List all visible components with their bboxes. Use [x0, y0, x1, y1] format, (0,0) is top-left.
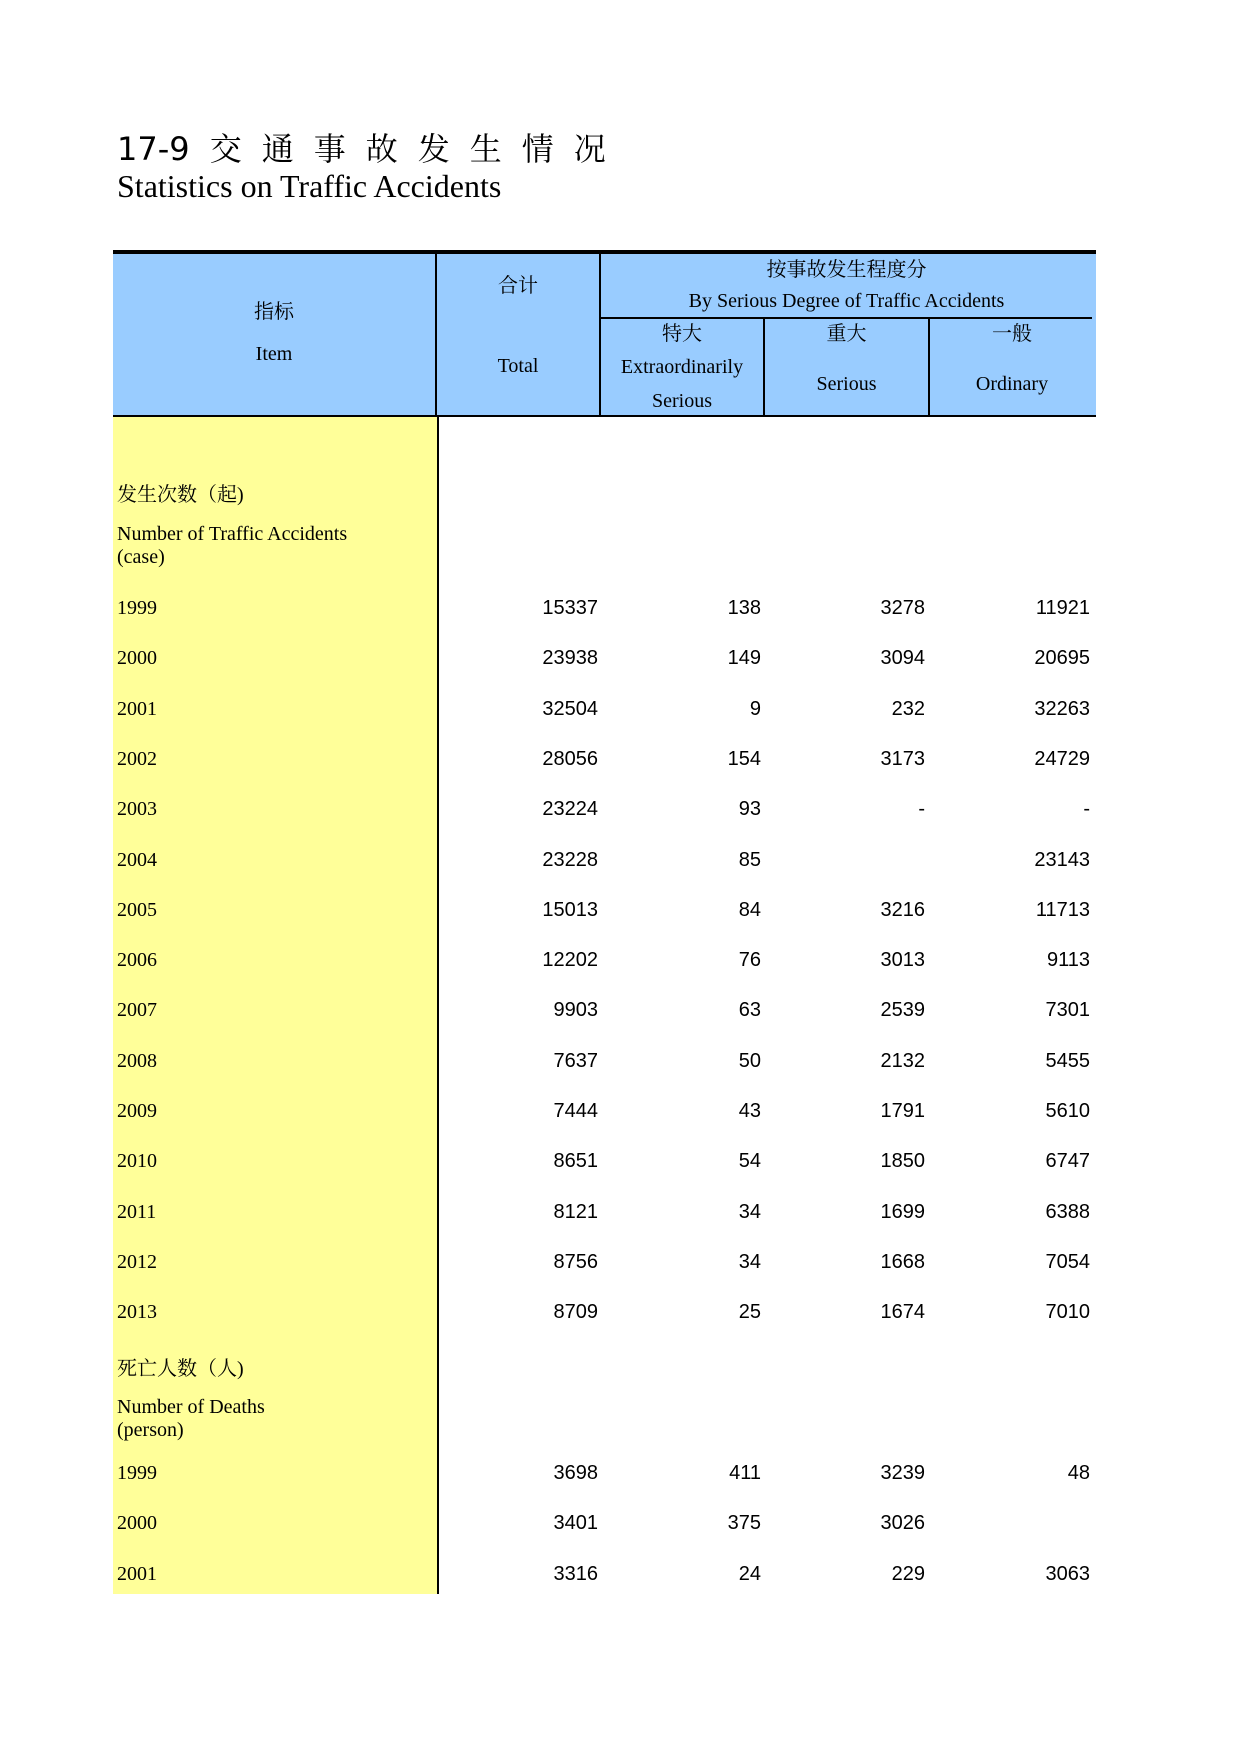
- cell-extra: 149: [727, 647, 761, 669]
- row-year: 2008: [117, 1050, 157, 1072]
- cell-serious: 1668: [880, 1251, 925, 1273]
- header-ordinary-en: Ordinary: [975, 373, 1049, 395]
- cell-total: 8709: [553, 1301, 598, 1323]
- section-heading: [113, 478, 1096, 528]
- row-year: 2000: [117, 1512, 157, 1534]
- cell-extra: 54: [738, 1150, 761, 1172]
- cell-total: 8756: [553, 1251, 598, 1273]
- row-year: 2013: [117, 1301, 157, 1323]
- cell-ordinary: -: [1083, 798, 1090, 820]
- cell-extra: 154: [727, 748, 761, 770]
- cell-serious: 3026: [880, 1512, 925, 1534]
- cell-serious: 3173: [880, 748, 925, 770]
- cell-serious: 1674: [880, 1301, 925, 1323]
- cell-total: 15013: [542, 899, 598, 921]
- table-header: [113, 250, 1096, 417]
- table-row: [113, 1512, 1096, 1562]
- row-year: 1999: [117, 597, 157, 619]
- cell-ordinary: 7301: [1045, 999, 1090, 1021]
- section-heading: [113, 1396, 1096, 1456]
- cell-ordinary: 3063: [1045, 1563, 1090, 1585]
- row-year: 2004: [117, 849, 157, 871]
- header-extra-en-1: Extraordinarily: [620, 356, 744, 378]
- cell-serious: -: [918, 798, 925, 820]
- cell-ordinary: 24729: [1034, 748, 1090, 770]
- cell-extra: 50: [738, 1050, 761, 1072]
- cell-ordinary: 9113: [1046, 949, 1090, 971]
- section-title-cn: 发生次数（起): [117, 484, 244, 506]
- cell-serious: 2132: [880, 1050, 925, 1072]
- cell-total: 12202: [542, 949, 598, 971]
- cell-serious: 3094: [880, 647, 925, 669]
- table-row: [113, 1251, 1096, 1301]
- row-year: 2002: [117, 748, 157, 770]
- cell-ordinary: 5610: [1045, 1100, 1090, 1122]
- header-extra-en-2: Serious: [652, 390, 712, 412]
- cell-extra: 24: [738, 1563, 761, 1585]
- section-title-en: Number of Deaths (person): [117, 1396, 265, 1441]
- row-year: 2010: [117, 1150, 157, 1172]
- cell-serious: 3216: [880, 899, 925, 921]
- cell-ordinary: 7010: [1045, 1301, 1090, 1323]
- table-row: [113, 1150, 1096, 1200]
- cell-extra: 411: [729, 1462, 761, 1484]
- cell-extra: 138: [727, 597, 761, 619]
- header-item-cn: 指标: [254, 301, 294, 323]
- cell-extra: 76: [738, 949, 761, 971]
- header-divider: [601, 317, 1092, 319]
- cell-ordinary: 20695: [1034, 647, 1090, 669]
- table-row: [113, 999, 1096, 1049]
- cell-extra: 85: [738, 849, 761, 871]
- cell-total: 7444: [553, 1100, 598, 1122]
- table-row: [113, 1462, 1096, 1512]
- cell-total: 7637: [553, 1050, 598, 1072]
- cell-ordinary: 11921: [1035, 597, 1090, 619]
- row-year: 2005: [117, 899, 157, 921]
- cell-extra: 375: [727, 1512, 761, 1534]
- section-title-cn: 死亡人数（人): [117, 1358, 244, 1380]
- table-row: [113, 1100, 1096, 1150]
- header-serious-cn: 重大: [826, 323, 867, 345]
- cell-total: 8651: [553, 1150, 598, 1172]
- header-group-en: By Serious Degree of Traffic Accidents: [688, 290, 1005, 312]
- cell-total: 3698: [553, 1462, 598, 1484]
- section-heading: [113, 1352, 1096, 1402]
- row-year: 2012: [117, 1251, 157, 1273]
- cell-ordinary: 32263: [1034, 698, 1090, 720]
- cell-ordinary: 11713: [1035, 899, 1090, 921]
- table-row: [113, 647, 1096, 697]
- cell-total: 23228: [542, 849, 598, 871]
- cell-ordinary: 5455: [1045, 1050, 1090, 1072]
- cell-total: 9903: [553, 999, 598, 1021]
- table-number: 17-9: [117, 130, 190, 168]
- cell-extra: 63: [738, 999, 761, 1021]
- cell-extra: 43: [738, 1100, 761, 1122]
- cell-serious: 1850: [880, 1150, 925, 1172]
- page-title-cn: [117, 124, 626, 170]
- row-year: 2000: [117, 647, 157, 669]
- table-row: [113, 1563, 1096, 1613]
- table-title-cn: 交通事故发生情况: [209, 130, 626, 168]
- cell-serious: 3013: [880, 949, 925, 971]
- row-year: 2003: [117, 798, 157, 820]
- table-row: [113, 849, 1096, 899]
- section-heading: [113, 523, 1096, 583]
- row-year: 2006: [117, 949, 157, 971]
- table-row: [113, 899, 1096, 949]
- cell-total: 15337: [542, 597, 598, 619]
- cell-total: 23224: [542, 798, 598, 820]
- cell-serious: 229: [891, 1563, 925, 1585]
- cell-total: 3401: [553, 1512, 598, 1534]
- cell-ordinary: 23143: [1034, 849, 1090, 871]
- table-row: [113, 748, 1096, 798]
- cell-total: 3316: [553, 1563, 598, 1585]
- cell-ordinary: 6747: [1045, 1150, 1090, 1172]
- cell-total: 23938: [542, 647, 598, 669]
- cell-serious: 1699: [880, 1201, 925, 1223]
- cell-extra: 25: [738, 1301, 761, 1323]
- cell-ordinary: 7054: [1045, 1251, 1090, 1273]
- header-item-en: Item: [255, 343, 293, 365]
- cell-total: 8121: [553, 1201, 598, 1223]
- row-year: 2009: [117, 1100, 157, 1122]
- cell-total: 32504: [542, 698, 598, 720]
- cell-extra: 34: [738, 1201, 761, 1223]
- cell-serious: 3239: [880, 1462, 925, 1484]
- header-total-en: Total: [497, 355, 539, 377]
- table-row: [113, 1050, 1096, 1100]
- table-row: [113, 949, 1096, 999]
- cell-ordinary: 6388: [1045, 1201, 1090, 1223]
- header-serious-en: Serious: [816, 373, 877, 395]
- row-year: 1999: [117, 1462, 157, 1484]
- cell-extra: 93: [738, 798, 761, 820]
- header-total-cn: 合计: [498, 275, 538, 297]
- cell-serious: 2539: [880, 999, 925, 1021]
- cell-extra: 9: [749, 698, 761, 720]
- cell-serious: 3278: [880, 597, 925, 619]
- table-row: [113, 1301, 1096, 1351]
- table-row: [113, 1201, 1096, 1251]
- cell-total: 28056: [542, 748, 598, 770]
- header-ordinary-cn: 一般: [992, 323, 1032, 345]
- row-year: 2001: [117, 1563, 157, 1585]
- row-year: 2011: [117, 1201, 157, 1223]
- cell-serious: 1791: [880, 1100, 925, 1122]
- cell-extra: 84: [738, 899, 761, 921]
- row-year: 2001: [117, 698, 157, 720]
- cell-extra: 34: [738, 1251, 761, 1273]
- cell-ordinary: 48: [1067, 1462, 1090, 1484]
- row-year: 2007: [117, 999, 157, 1021]
- table-row: [113, 798, 1096, 848]
- cell-serious: 232: [891, 698, 925, 720]
- table-row: [113, 698, 1096, 748]
- section-title-en: Number of Traffic Accidents (case): [117, 523, 348, 568]
- header-extra-cn: 特大: [662, 323, 702, 345]
- header-group-cn: 按事故发生程度分: [766, 259, 927, 281]
- table-row: [113, 597, 1096, 647]
- page-title-en: Statistics on Traffic Accidents: [117, 168, 502, 204]
